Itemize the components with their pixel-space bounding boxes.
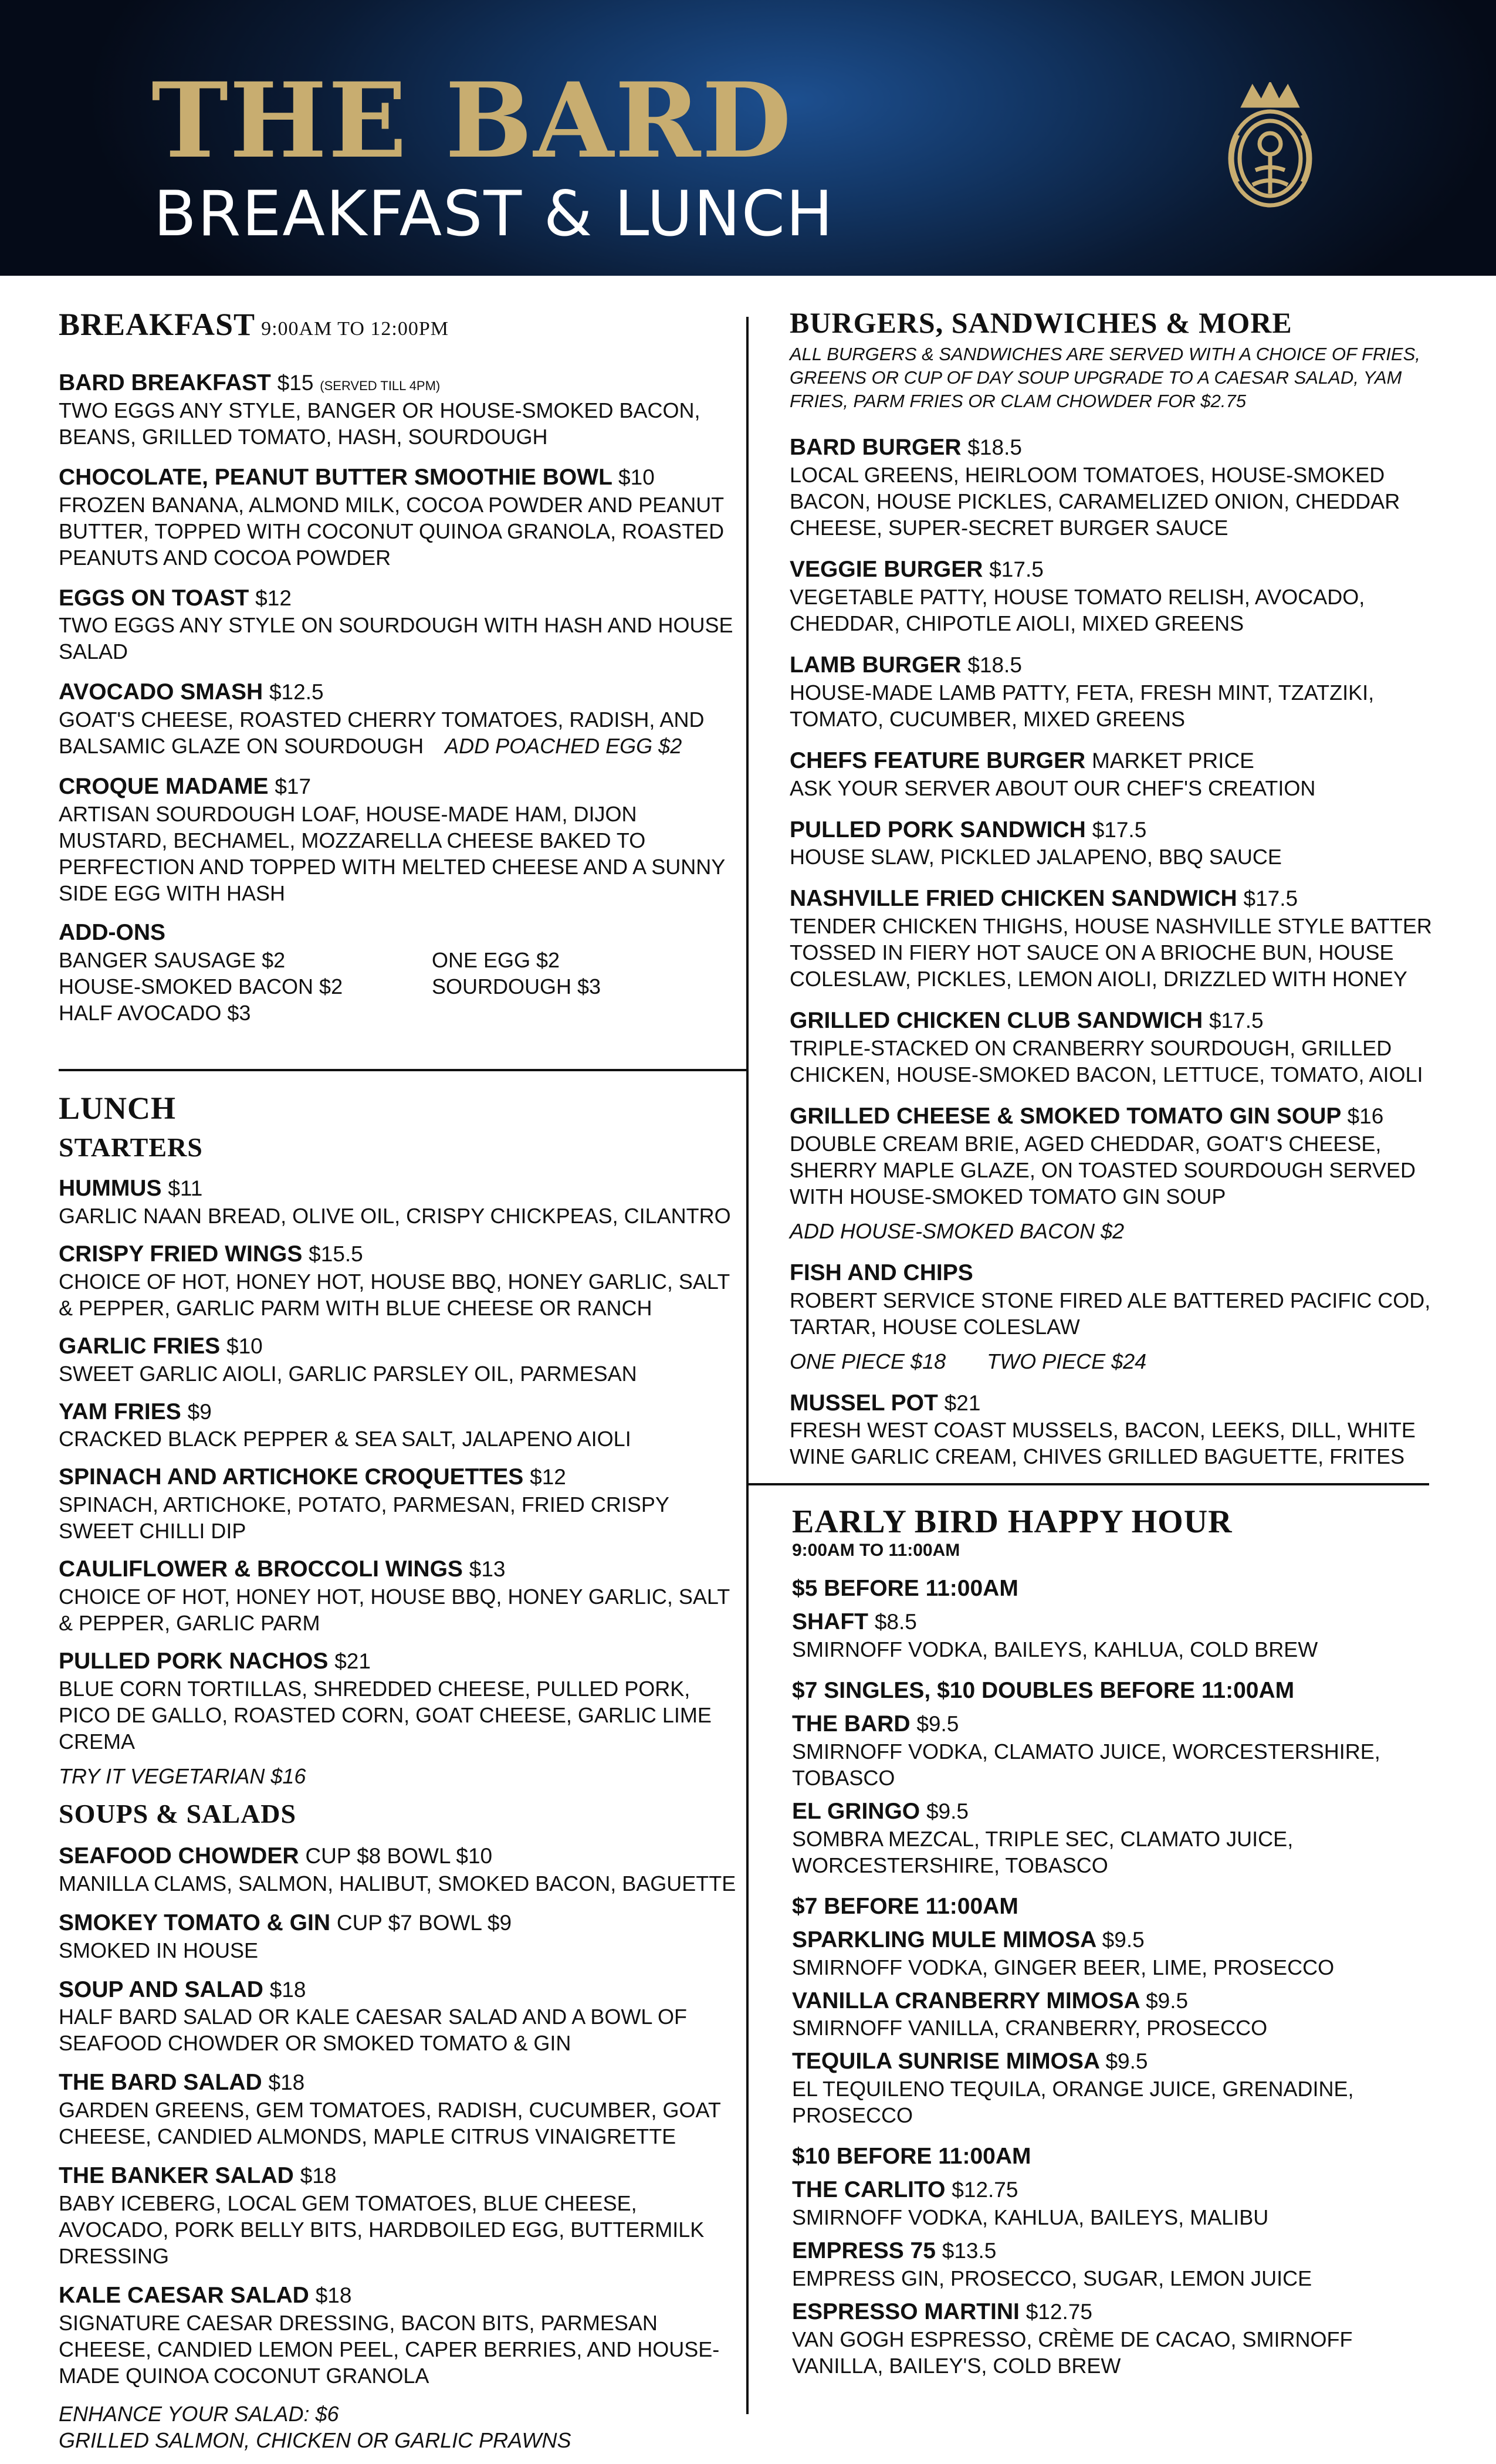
item-price: $18.5 [967,652,1022,677]
item-price: $15 [277,371,314,395]
item-name: CROQUE MADAME $17 [59,774,312,800]
item-name: PULLED PORK SANDWICH $17.5 [790,817,1147,842]
item-price: $21 [944,1390,981,1415]
item-extra: ONE PIECE $18 TWO PIECE $24 [790,1349,1147,1373]
item-name: CHOCOLATE, PEANUT BUTTER SMOOTHIE BOWL $10 [59,464,655,490]
brand-title: THE BARD [151,60,793,181]
item-price: $17.5 [989,557,1044,582]
menu-item [59,464,739,571]
item-price: $9.5 [1146,1988,1189,2013]
item-description: ROBERT SERVICE STONE FIRED ALE BATTERED PACIFIC COD, TARTAR, HOUSE COLESLAW [790,1288,1431,1339]
item-description: SMIRNOFF VODKA, KAHLUA, BAILEYS, MALIBU [792,2205,1269,2229]
item-description: SPINACH, ARTICHOKE, POTATO, PARMESAN, FRIED CRISPY SWEET CHILLI DIP [59,1492,669,1544]
menu-item [59,2282,739,2389]
item-description: BLUE CORN TORTILLAS, SHREDDED CHEESE, PULLED PORK, PICO DE GALLO, ROASTED CORN, GOAT CHEESE, GARLIC LIME CREMA [59,1676,712,1754]
happy-hour-heading: EARLY BIRD HAPPY HOUR [792,1504,1233,1540]
item-name: AVOCADO SMASH $12.5 [59,679,324,705]
happy-hour-tier-label: $7 BEFORE 11:00AM [792,1893,1018,1919]
item-price: $21 [334,1649,371,1674]
item-name: NASHVILLE FRIED CHICKEN SANDWICH $17.5 [790,886,1298,912]
addon-item: ONE EGG $2 [432,947,560,972]
item-price: $13.5 [942,2238,997,2263]
item-description: FROZEN BANANA, ALMOND MILK, COCOA POWDER AND PEANUT BUTTER, TOPPED WITH COCONUT QUINOA GRANOLA, ROASTED PEANUTS AND COCOA POWDER [59,492,725,570]
item-price: $17.5 [1209,1008,1264,1033]
breakfast-hours: 9:00AM TO 12:00PM [261,318,449,340]
item-description: GOAT'S CHEESE, ROASTED CHERRY TOMATOES, RADISH, AND BALSAMIC GLAZE ON SOURDOUGH ADD POACHED EGG $2 [59,708,705,759]
breakfast-lunch-divider [59,1069,746,1071]
menu-item [792,1711,1437,1791]
item-description: TENDER CHICKEN THIGHS, HOUSE NASHVILLE STYLE BATTER TOSSED IN FIERY HOT SAUCE ON A BRIOCHE BUN, HOUSE COLESLAW, PICKLES, LEMON AIOLI, DRIZZLED WITH HONEY [790,914,1432,991]
addons-title: ADD-ONS [59,920,165,946]
menu-item [790,652,1435,732]
item-name: THE BARD $9.5 [792,1711,959,1737]
menu-item [59,1333,739,1387]
menu-item [59,1175,739,1229]
item-note: (SERVED TILL 4PM) [320,378,441,394]
item-description: SIGNATURE CAESAR DRESSING, BACON BITS, PARMESAN CHEESE, CANDIED LEMON PEEL, CAPER BERRIES, AND HOUSE-MADE QUINOA COCONUT GRANOLA [59,2310,720,2388]
item-name: SOUP AND SALAD $18 [59,1976,306,2002]
happy-hour-tier-label: $7 SINGLES, $10 DOUBLES BEFORE 11:00AM [792,1678,1295,1704]
menu-item [59,1241,739,1321]
item-name: EGGS ON TOAST $12 [59,585,292,611]
addon-item: BANGER SAUSAGE $2 [59,947,286,972]
item-extra: ADD HOUSE-SMOKED BACON $2 [790,1219,1125,1243]
item-price: $9.5 [926,1799,969,1823]
burgers-section [790,306,1435,1470]
menu-item [790,817,1435,871]
menu-item [792,2299,1437,2379]
item-price: $12.75 [952,2178,1018,2202]
item-name: THE BARD SALAD $18 [59,2070,305,2096]
item-name: HUMMUS $11 [59,1176,203,1201]
addon-item: SOURDOUGH $3 [432,974,601,999]
menu-item [790,434,1435,541]
item-description: SMIRNOFF VODKA, GINGER BEER, LIME, PROSECCO [792,1955,1335,1979]
item-name: THE CARLITO $12.75 [792,2177,1018,2203]
item-description: EMPRESS GIN, PROSECCO, SUGAR, LEMON JUICE [792,2266,1312,2290]
item-price: $15.5 [309,1242,363,1267]
addon-item: HALF AVOCADO $3 [59,1000,251,1025]
menu-item [59,2069,739,2150]
happy-hour-tier-label: $10 BEFORE 11:00AM [792,2144,1031,2169]
item-name: MUSSEL POT $21 [790,1390,981,1416]
breakfast-heading: BREAKFAST 9:00AM TO 12:00PM [59,307,449,342]
menu-item [790,1007,1435,1088]
item-description: TRIPLE-STACKED ON CRANBERRY SOURDOUGH, GRILLED CHICKEN, HOUSE-SMOKED BACON, LETTUCE, TOMATO, AIOLI [790,1035,1423,1087]
item-name: SPINACH AND ARTICHOKE CROQUETTES $12 [59,1464,566,1490]
item-name: THE BANKER SALAD $18 [59,2163,337,2189]
happy-hour-tier-label: $5 BEFORE 11:00AM [792,1576,1018,1602]
menu-item [792,2177,1437,2231]
item-description: HOUSE-MADE LAMB PATTY, FETA, FRESH MINT, TZATZIKI, TOMATO, CUCUMBER, MIXED GREENS [790,680,1375,731]
item-price: MARKET PRICE [1091,748,1254,773]
soups-salads-heading: SOUPS & SALADS [59,1798,297,1829]
item-name: CAULIFLOWER & BROCCOLI WINGS $13 [59,1556,506,1582]
item-description: SMOKED IN HOUSE [59,1938,259,1962]
happy-hour-hours: 9:00AM TO 11:00AM [792,1541,960,1561]
item-extra: TRY IT VEGETARIAN $16 [59,1764,306,1788]
item-price: $12.5 [269,680,324,705]
starters-heading: STARTERS [59,1132,203,1163]
item-description: DOUBLE CREAM BRIE, AGED CHEDDAR, GOAT'S CHEESE, SHERRY MAPLE GLAZE, ON TOASTED SOURDOUGH SERVED WITH HOUSE-SMOKED TOMATO GIN SOUP [790,1131,1416,1209]
menu-item [59,2162,739,2269]
item-name: BARD BREAKFAST $15 (SERVED TILL 4PM) [59,370,441,396]
item-price: $10 [226,1333,263,1358]
menu-item [792,2048,1437,2128]
item-description: CRACKED BLACK PEPPER & SEA SALT, JALAPENO AIOLI [59,1427,631,1451]
breakfast-section [59,306,739,1026]
menu-item [59,1556,739,1636]
happy-hour-section [792,1503,1437,2379]
item-description: TWO EGGS ANY STYLE, BANGER OR HOUSE-SMOKED BACON, BEANS, GRILLED TOMATO, HASH, SOURDOUGH [59,398,700,449]
item-name: FISH AND CHIPS [790,1260,973,1285]
menu-item [790,1390,1435,1470]
menu-item [792,1609,1437,1663]
menu-item [59,773,739,906]
item-addon: ADD POACHED EGG $2 [445,734,682,759]
item-name: SHAFT $8.5 [792,1609,917,1635]
item-name: EMPRESS 75 $13.5 [792,2238,997,2263]
crest-icon [1220,82,1320,211]
item-price: $9.5 [1105,2049,1148,2074]
item-name: GARLIC FRIES $10 [59,1333,263,1359]
header-banner [0,0,1496,276]
item-description: TWO EGGS ANY STYLE ON SOURDOUGH WITH HASH AND HOUSE SALAD [59,613,733,664]
menu-item [59,370,739,450]
item-name: GRILLED CHEESE & SMOKED TOMATO GIN SOUP $16 [790,1103,1384,1129]
column-divider [746,317,749,2414]
enhance-salad: ENHANCE YOUR SALAD: $6 GRILLED SALMON, CHICKEN OR GARLIC PRAWNS [59,2401,571,2452]
item-description: LOCAL GREENS, HEIRLOOM TOMATOES, HOUSE-SMOKED BACON, HOUSE PICKLES, CARAMELIZED ONION, CHEDDAR CHEESE, SUPER-SECRET BURGER SAUCE [790,463,1400,540]
burgers-happyhour-divider [749,1483,1429,1485]
item-name: VANILLA CRANBERRY MIMOSA $9.5 [792,1988,1189,2013]
menu-item [790,747,1435,801]
item-name: CRISPY FRIED WINGS $15.5 [59,1241,363,1267]
menu-item [790,556,1435,637]
item-description: SMIRNOFF VODKA, CLAMATO JUICE, WORCESTERSHIRE, TOBASCO [792,1739,1380,1790]
item-name: VEGGIE BURGER $17.5 [790,557,1044,583]
item-description: HOUSE SLAW, PICKLED JALAPENO, BBQ SAUCE [790,845,1282,869]
item-price: $9 [187,1399,212,1424]
menu-item [59,1976,739,2057]
item-name: EL GRINGO $9.5 [792,1798,969,1824]
item-description: ARTISAN SOURDOUGH LOAF, HOUSE-MADE HAM, DIJON MUSTARD, BECHAMEL, MOZZARELLA CHEESE BAKED TO PERFECTION AND TOPPED WITH MELTED CHEESE AND A SUNNY SIDE EGG WITH HASH [59,802,725,906]
item-price: $17.5 [1092,817,1147,842]
item-name: PULLED PORK NACHOS $21 [59,1649,371,1674]
item-name: TEQUILA SUNRISE MIMOSA $9.5 [792,2049,1148,2074]
menu-item [59,1910,739,1964]
item-description: CHOICE OF HOT, HONEY HOT, HOUSE BBQ, HONEY GARLIC, SALT & PEPPER, GARLIC PARM [59,1585,730,1636]
item-name: SEAFOOD CHOWDER CUP $8 BOWL $10 [59,1843,493,1869]
menu-item [792,1988,1437,2042]
item-description: VAN GOGH ESPRESSO, CRÈME DE CACAO, SMIRNOFF VANILLA, BAILEY'S, COLD BREW [792,2327,1353,2378]
item-price: $12 [255,585,292,610]
item-name: SMOKEY TOMATO & GIN CUP $7 BOWL $9 [59,1910,512,1935]
item-price: $9.5 [916,1712,959,1737]
menu-item [792,2238,1437,2292]
lunch-heading: LUNCH [59,1091,177,1126]
item-name: SPARKLING MULE MIMOSA $9.5 [792,1927,1145,1952]
addon-item: HOUSE-SMOKED BACON $2 [59,974,343,999]
item-price: $10 [618,465,655,489]
item-price: $12 [530,1465,566,1490]
addons-block [59,919,739,1026]
burgers-note: ALL BURGERS & SANDWICHES ARE SERVED WITH A CHOICE OF FRIES, GREENS OR CUP OF DAY SOUP UPGRADE TO A CAESAR SALAD, YAM FRIES, PARM FRIES OR CLAM CHOWDER FOR $2.75 [790,343,1420,412]
item-price: CUP $7 BOWL $9 [336,1910,512,1935]
item-description: EL TEQUILENO TEQUILA, ORANGE JUICE, GRENADINE, PROSECCO [792,2077,1354,2128]
item-name: GRILLED CHICKEN CLUB SANDWICH $17.5 [790,1008,1264,1034]
item-description: SMIRNOFF VODKA, BAILEYS, KAHLUA, COLD BREW [792,1637,1318,1662]
item-description: FRESH WEST COAST MUSSELS, BACON, LEEKS, DILL, WHITE WINE GARLIC CREAM, CHIVES GRILLED BAGUETTE, FRITES [790,1418,1416,1469]
menu-item [790,1260,1435,1375]
item-name: KALE CAESAR SALAD $18 [59,2283,352,2309]
item-price: $18 [268,2070,305,2095]
item-price: CUP $8 BOWL $10 [305,1844,493,1869]
item-description: GARDEN GREENS, GEM TOMATOES, RADISH, CUCUMBER, GOAT CHEESE, CANDIED ALMONDS, MAPLE CITRUS VINAIGRETTE [59,2098,721,2149]
item-description: CHOICE OF HOT, HONEY HOT, HOUSE BBQ, HONEY GARLIC, SALT & PEPPER, GARLIC PARM WITH BLUE CHEESE OR RANCH [59,1269,730,1320]
menu-item [59,585,739,665]
item-name: CHEFS FEATURE BURGER MARKET PRICE [790,747,1254,773]
item-description: MANILLA CLAMS, SALMON, HALIBUT, SMOKED BACON, BAGUETTE [59,1871,736,1896]
item-description: GARLIC NAAN BREAD, OLIVE OIL, CRISPY CHICKPEAS, CILANTRO [59,1204,731,1228]
item-price: $11 [168,1176,203,1201]
item-description: ASK YOUR SERVER ABOUT OUR CHEF'S CREATION [790,776,1316,800]
menu-item [59,1464,739,1544]
menu-item [790,1103,1435,1244]
item-price: $18 [315,2283,352,2308]
item-price: $18 [269,1977,306,2002]
item-price: $18.5 [967,435,1022,460]
item-price: $8.5 [874,1610,917,1634]
menu-subtitle: BREAKFAST & LUNCH [154,178,834,250]
burgers-heading: BURGERS, SANDWICHES & MORE [790,306,1292,339]
item-price: $13 [469,1557,506,1582]
item-price: $17.5 [1243,886,1298,911]
menu-item [790,885,1435,992]
item-price: $9.5 [1102,1927,1145,1952]
menu-item [59,1648,739,1789]
menu-item [792,1798,1437,1879]
item-name: ESPRESSO MARTINI $12.75 [792,2299,1092,2324]
item-description: SOMBRA MEZCAL, TRIPLE SEC, CLAMATO JUICE, WORCESTERSHIRE, TOBASCO [792,1826,1294,1877]
menu-item [59,679,739,759]
item-price: $17 [275,774,312,799]
item-description: SWEET GARLIC AIOLI, GARLIC PARSLEY OIL, PARMESAN [59,1361,637,1386]
item-description: BABY ICEBERG, LOCAL GEM TOMATOES, BLUE CHEESE, AVOCADO, PORK BELLY BITS, HARDBOILED EGG, BUTTERMILK DRESSING [59,2191,705,2269]
lunch-section [59,1090,739,2453]
item-name: LAMB BURGER $18.5 [790,652,1022,678]
item-name: YAM FRIES $9 [59,1399,212,1424]
menu-item [59,1399,739,1453]
menu-item [59,1843,739,1897]
item-price: $12.75 [1025,2299,1092,2324]
item-price: $16 [1347,1104,1384,1128]
menu-item [792,1927,1437,1981]
item-name: BARD BURGER $18.5 [790,435,1022,461]
item-price: $18 [300,2164,337,2188]
item-description: HALF BARD SALAD OR KALE CAESAR SALAD AND A BOWL OF SEAFOOD CHOWDER OR SMOKED TOMATO & GIN [59,2005,687,2056]
item-description: SMIRNOFF VANILLA, CRANBERRY, PROSECCO [792,2016,1268,2040]
item-description: VEGETABLE PATTY, HOUSE TOMATO RELISH, AVOCADO, CHEDDAR, CHIPOTLE AIOLI, MIXED GREENS [790,584,1365,635]
